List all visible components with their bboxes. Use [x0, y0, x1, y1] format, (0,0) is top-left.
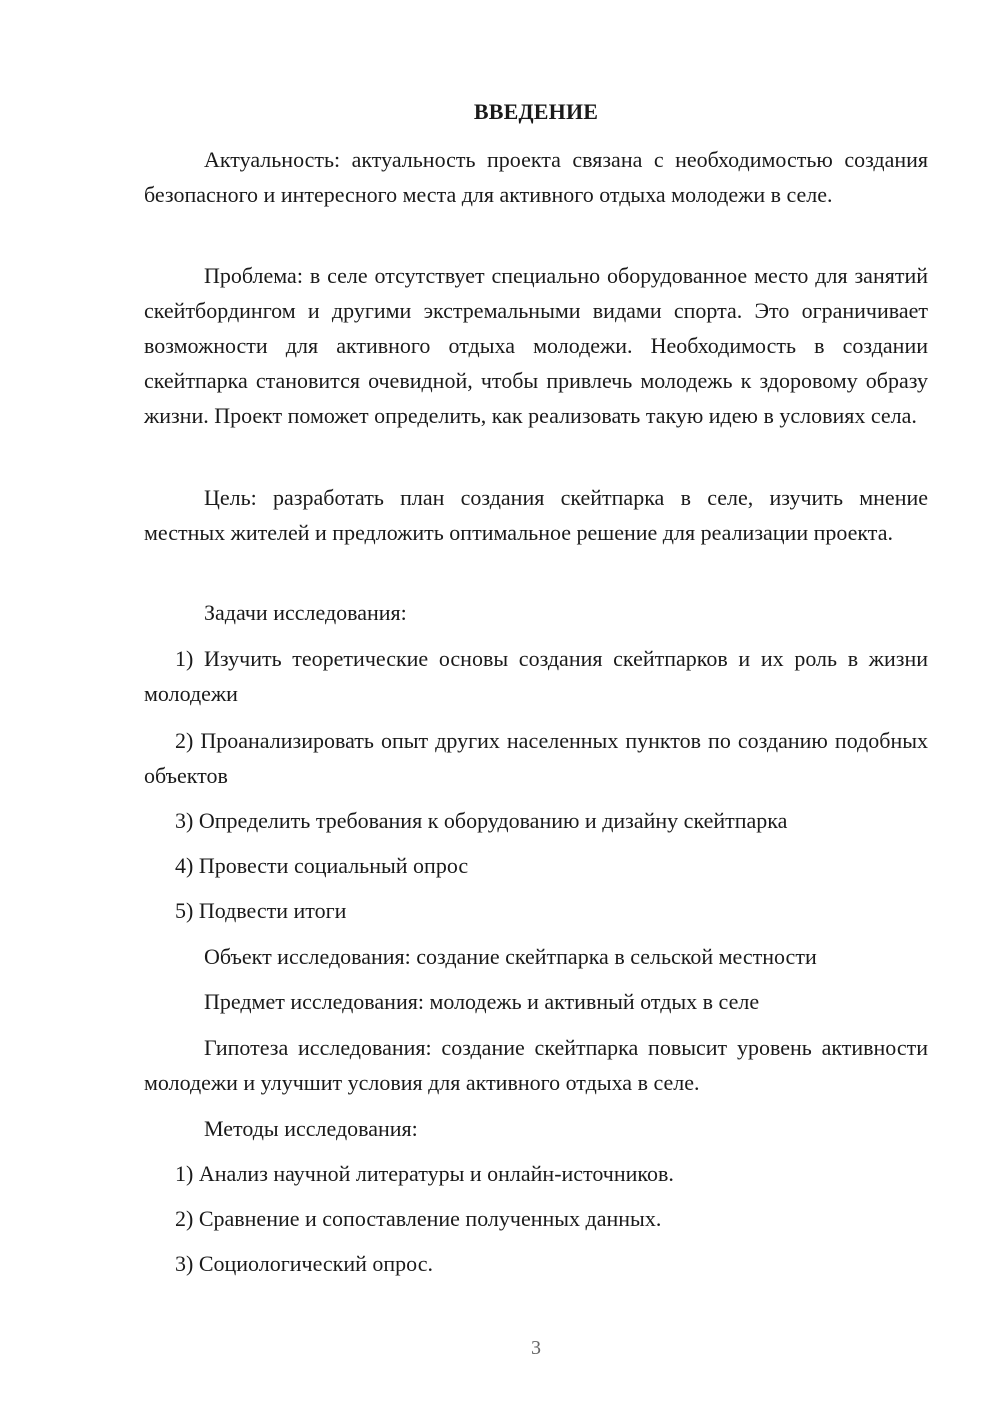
paragraph-hypothesis: Гипотеза исследования: создание скейтпарка повысит уровень активности молодежи и улучшит условия для активного отдыха в селе. [144, 1035, 928, 1095]
page-number: 3 [531, 1337, 541, 1359]
paragraph-subject: Предмет исследования: молодежь и активный отдых в селе [204, 989, 760, 1014]
paragraph-relevance: Актуальность: актуальность проекта связана с необходимостью создания безопасного и интересного места для активного отдыха молодежи в селе. [144, 147, 928, 207]
paragraph-object: Объект исследования: создание скейтпарка в сельской местности [204, 944, 817, 969]
list-item-task-3: 3) Определить требования к оборудованию и дизайну скейтпарка [175, 808, 788, 833]
paragraph-tasks-heading: Задачи исследования: [204, 600, 407, 625]
list-item-task-2: 2) Проанализировать опыт других населенных пунктов по созданию подобных объектов [144, 728, 928, 788]
paragraph-goal: Цель: разработать план создания скейтпарка в селе, изучить мнение местных жителей и предложить оптимальное решение для реализации проекта. [144, 485, 928, 545]
list-item-task-1: 1) Изучить теоретические основы создания скейтпарков и их роль в жизни молодежи [144, 646, 928, 706]
list-item-method-1: 1) Анализ научной литературы и онлайн-источников. [175, 1161, 674, 1186]
paragraph-methods-heading: Методы исследования: [204, 1116, 418, 1141]
list-item-task-4: 4) Провести социальный опрос [175, 853, 469, 878]
page-title: ВВЕДЕНИЕ [473, 99, 599, 124]
list-item-method-2: 2) Сравнение и сопоставление полученных данных. [175, 1206, 662, 1231]
paragraph-problem: Проблема: в селе отсутствует специально оборудованное место для занятий скейтбордингом и другими экстремальными видами спорта. Это ограничивает возможности для активного отдыха молодежи. Необходимость в создании скейтпарка становится очевидной, чтобы привлечь молодежь к здоровому образу жизни. Проект поможет определить, как реализовать такую идею в условиях села. [144, 263, 928, 428]
list-item-method-3: 3) Социологический опрос. [175, 1251, 433, 1276]
list-item-task-5: 5) Подвести итоги [175, 898, 347, 923]
